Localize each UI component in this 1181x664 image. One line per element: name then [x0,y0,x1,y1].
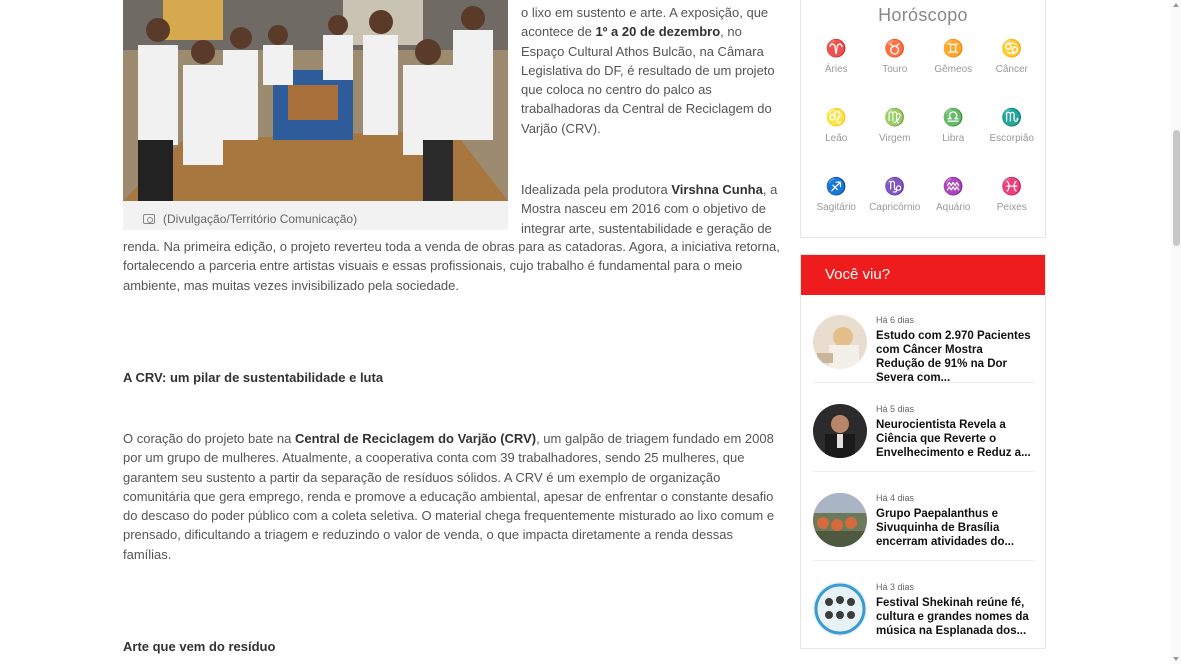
aquarius-icon: ♒ [942,177,964,196]
subheading-crv: A CRV: um pilar de sustentabilidade e luta [123,370,384,385]
cancer-icon: ♋ [1001,39,1023,58]
sign-peixes[interactable]: ♓ Peixes [996,177,1027,213]
zodiac-grid [807,38,1045,245]
page-scrollbar[interactable] [1171,0,1181,664]
news-item[interactable] [813,305,1034,383]
sagittarius-icon: ♐ [825,177,847,196]
scrollbar-thumb[interactable] [1173,130,1180,246]
virgo-icon: ♍ [884,108,906,127]
news-thumbnail[interactable] [813,582,867,636]
horoscope-title: Horóscopo [878,5,968,25]
sign-capricornio[interactable]: ♑ Capricórnio [869,177,921,213]
sign-libra[interactable]: ♎ Libra [942,108,965,144]
news-title[interactable]: Festival Shekinah reúne fé, cultura e grandes nomes da música na Esplanada dos... [876,597,1029,637]
news-time: Há 5 dias [876,404,915,414]
news-title[interactable]: Grupo Paepalanthus e Sivuquinha de Brasília encerram atividades do... [876,508,1015,548]
sign-gemeos[interactable]: ♊ Gêmeos [934,39,973,75]
scroll-down-arrow-icon[interactable] [1173,657,1179,661]
scroll-up-arrow-icon[interactable] [1173,3,1179,7]
leo-icon: ♌ [825,108,847,127]
aries-icon: ♈ [825,39,847,58]
camera-icon [143,214,155,224]
news-title[interactable]: Estudo com 2.970 Pacientes com Câncer Mostra Redução de 91% na Dor Severa com... [876,330,1031,384]
capricorn-icon: ♑ [884,177,906,196]
photo-caption-text: (Divulgação/Território Comunicação) [163,212,358,226]
sign-leao[interactable]: ♌ Leão [825,108,848,144]
news-item[interactable] [813,394,1034,472]
sign-cancer[interactable]: ♋ Câncer [995,39,1028,75]
sign-aquario[interactable]: ♒ Aquário [936,177,971,213]
news-title[interactable]: Neurocientista Revela a Ciência que Reverte o Envelhecimento e Reduz a... [876,419,1031,459]
voce-viu-widget [800,254,1046,649]
news-thumbnail[interactable] [813,404,867,458]
pisces-icon: ♓ [1001,177,1023,196]
paragraph-crv: O coração do projeto bate na Central de Reciclagem do Varjão (CRV), um galpão de triagem fundado em 2008 por um grupo de mulheres. Atualmente, a cooperativa conta com 39 trabalhadores, sendo 25 mulheres, que garantem seu sustento a partir da separação de resíduos sólidos. A CRV é um exemplo de organização comunitária que gera emprego, renda e promove a educação ambiental, apesar de enfrentar o constante desafio do descaso do poder público com a coleta seletiva. O material chega frequentemente misturado ao lixo comum e prensado, dificultando a triagem e reduzindo o valor de venda, o que impacta diretamente a renda dessas famílias. [123,431,775,562]
voce-viu-header: Você viu? [801,255,1045,295]
sign-escorpiao[interactable]: ♏ Escorpião [989,108,1034,144]
subheading-arte: Arte que vem do resíduo [123,639,276,654]
libra-icon: ♎ [942,108,964,127]
news-time: Há 3 dias [876,582,915,592]
paragraph-exposicao: o lixo em sustento e arte. A exposição, que acontece de 1º a 20 de dezembro, no Espaço Cultural Athos Bulcão, na Câmara Legislativa do DF, é resultado de um projeto que coloca no centro do palco as trabalhadoras da Central de Reciclagem do Varjão (CRV). [521,5,775,136]
paragraph-idealizada-top: Idealizada pela produtora Virshna Cunha, a Mostra nasceu em 2016 com o objetivo de integrar arte, sustentabilidade e geração de [521,182,778,236]
news-thumbnail[interactable] [813,315,867,369]
news-item[interactable] [813,572,1034,650]
scorpio-icon: ♏ [1001,108,1023,127]
sign-sagitario[interactable]: ♐ Sagitário [816,177,856,213]
news-time: Há 6 dias [876,315,915,325]
article-photo [123,0,508,201]
gemini-icon: ♊ [942,39,964,58]
sign-virgem[interactable]: ♍ Virgem [879,108,911,144]
news-item[interactable] [813,483,1034,561]
horoscope-widget [800,0,1046,238]
taurus-icon: ♉ [884,39,906,58]
paragraph-idealizada-bottom: renda. Na primeira edição, o projeto reverteu toda a venda de obras para as catadoras. Agora, a iniciativa retorna, fortalecendo a parceria entre artistas visuais e essas profissionais, cujo trabalho é fundamental para o meio ambiente, mas muitas vezes invisibilizado pela sociedade. [123,239,780,293]
photo-caption [123,201,508,230]
news-time: Há 4 dias [876,493,915,503]
news-thumbnail[interactable] [813,493,867,547]
sign-aries[interactable]: ♈ Áries [824,39,848,75]
article-figure [123,0,508,230]
sign-touro[interactable]: ♉ Touro [882,39,908,75]
